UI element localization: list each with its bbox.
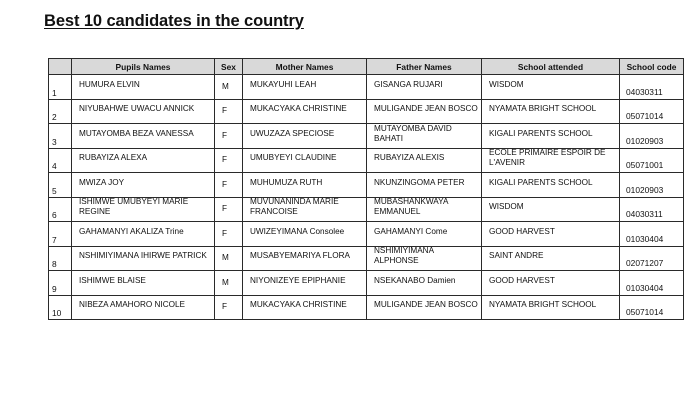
row-number: 7 [52,234,57,245]
father-name-cell [367,271,482,296]
pupil-name-cell [72,173,215,198]
father-name: MUBASHANKWAYA EMMANUEL [374,197,449,217]
school-code-cell [620,271,684,296]
pupil-name-cell [72,124,215,149]
father-name: GISANGA RUJARI [374,79,443,89]
sex: M [222,81,229,91]
page-title: Best 10 candidates in the country [44,12,304,30]
mother-name-cell [243,124,367,149]
sex: F [222,228,228,238]
mother-name-cell [243,99,367,124]
mother-name-cell [243,75,367,100]
mother-name-cell [243,197,367,222]
row-number-cell [49,124,72,149]
pupil-name: ISHIMWE BLAISE [79,275,146,285]
father-name: NKUNZINGOMA PETER [374,177,465,187]
sex: F [222,130,228,140]
sex-cell [215,197,243,222]
mother-name-cell [243,222,367,247]
school-code: 04030311 [626,86,663,97]
sex-cell [215,295,243,320]
father-name: MULIGANDE JEAN BOSCO [374,104,478,114]
pupil-name: MUTAYOMBA BEZA VANESSA [79,128,194,138]
school-attended: ECOLE PRIMAIRE ESPOIR DE L'AVENIR [489,148,606,168]
row-number-cell [49,173,72,198]
school-code: 01030404 [626,282,664,293]
school-code: 01030404 [626,233,664,244]
school-attended: NYAMATA BRIGHT SCHOOL [489,300,597,310]
school-attended-cell [482,99,620,124]
father-name: NSHIMIYIMANA ALPHONSE [374,246,434,266]
school-code-cell [620,99,684,124]
sex: F [222,179,228,189]
school-attended: KIGALI PARENTS SCHOOL [489,128,593,138]
pupil-name: RUBAYIZA ALEXA [79,153,148,163]
sex-cell [215,246,243,271]
row-number-cell [49,99,72,124]
row-number: 3 [52,136,57,147]
sex-cell [215,222,243,247]
row-number: 10 [52,308,62,318]
row-number-cell [49,222,72,247]
school-attended: WISDOM [489,202,524,212]
sex-cell [215,173,243,198]
candidates-table [48,58,684,320]
header-number [49,59,72,75]
mother-name: UMUBYEYI CLAUDINE [250,153,337,163]
row-number-cell [49,295,72,320]
father-name-cell [367,246,482,271]
header-school-code: School code [620,59,684,75]
header-pupils-names: Pupils Names [72,59,215,75]
table-row [49,173,684,198]
sex: M [222,253,229,263]
pupil-name: NIBEZA AMAHORO NICOLE [79,300,186,310]
school-code: 01020903 [626,184,664,195]
school-attended-cell [482,148,620,173]
pupil-name-cell [72,75,215,100]
father-name: MUTAYOMBA DAVID BAHATI [374,123,452,143]
school-code-cell [620,246,684,271]
father-name: NSEKANABO Damien [374,275,456,285]
sex: F [222,106,228,116]
row-number: 4 [52,161,57,171]
pupil-name: MWIZA JOY [79,177,125,187]
father-name: GAHAMANYI Come [374,226,448,236]
table-row [49,246,684,271]
sex: F [222,155,228,165]
table-row [49,222,684,247]
mother-name-cell [243,173,367,198]
pupil-name: GAHAMANYI AKALIZA Trine [79,226,184,236]
father-name-cell [367,99,482,124]
school-attended-cell [482,295,620,320]
row-number: 9 [52,283,57,294]
mother-name-cell [243,295,367,320]
header-row [49,59,684,75]
pupil-name-cell [72,246,215,271]
school-attended-cell [482,173,620,198]
father-name-cell [367,197,482,222]
table-row [49,271,684,296]
table-row [49,295,684,320]
mother-name: MUHUMUZA RUTH [250,177,323,187]
row-number-cell [49,197,72,222]
pupil-name-cell [72,197,215,222]
sex: M [222,277,229,287]
mother-name: NIYONIZEYE EPIPHANIE [250,275,346,285]
row-number: 8 [52,259,57,269]
school-attended: NYAMATA BRIGHT SCHOOL [489,104,597,114]
row-number: 5 [52,185,57,196]
school-attended: SAINT ANDRE [489,251,544,261]
school-attended-cell [482,222,620,247]
pupil-name: NIYUBAHWE UWACU ANNICK [79,104,195,114]
school-code-cell [620,148,684,173]
school-code-cell [620,222,684,247]
pupil-name-cell [72,99,215,124]
mother-name: MUVUNANINDA MARIE FRANCOISE [250,197,339,217]
school-attended-cell [482,246,620,271]
mother-name: MUKACYAKA CHRISTINE [250,104,347,114]
school-attended: GOOD HARVEST [489,275,555,285]
pupil-name-cell [72,295,215,320]
mother-name: UWIZEYIMANA Consolee [250,226,345,236]
table-body [49,75,684,320]
school-attended: WISDOM [489,79,524,89]
school-attended: GOOD HARVEST [489,226,555,236]
father-name-cell [367,148,482,173]
sex-cell [215,99,243,124]
school-attended-cell [482,271,620,296]
sex-cell [215,75,243,100]
pupil-name: ISHIMWE UMUBYEYI MARIE REGINE [79,197,189,217]
row-number: 1 [52,87,57,98]
row-number: 6 [52,210,57,220]
header-father-names: Father Names [367,59,482,75]
school-code: 01020903 [626,135,664,146]
father-name-cell [367,75,482,100]
header-mother-names: Mother Names [243,59,367,75]
table-row [49,148,684,173]
school-code-cell [620,197,684,222]
school-code: 02071207 [626,258,664,268]
school-code-cell [620,75,684,100]
school-attended: KIGALI PARENTS SCHOOL [489,177,593,187]
mother-name-cell [243,271,367,296]
row-number-cell [49,246,72,271]
pupil-name: HUMURA ELVIN [79,79,140,89]
father-name-cell [367,295,482,320]
sex-cell [215,271,243,296]
pupil-name-cell [72,271,215,296]
school-code: 05071014 [626,307,664,317]
table-row [49,124,684,149]
school-code: 05071014 [626,111,664,121]
mother-name-cell [243,148,367,173]
mother-name-cell [243,246,367,271]
table-row [49,75,684,100]
pupil-name-cell [72,222,215,247]
school-code: 04030311 [626,209,663,219]
school-code-cell [620,173,684,198]
sex: F [222,204,228,214]
sex-cell [215,124,243,149]
table-row [49,197,684,222]
header-sex: Sex [215,59,243,75]
row-number-cell [49,148,72,173]
school-attended-cell [482,75,620,100]
row-number: 2 [52,112,57,122]
father-name: RUBAYIZA ALEXIS [374,153,445,163]
row-number-cell [49,75,72,100]
header-school-attended: School attended [482,59,620,75]
school-code: 05071001 [626,160,664,170]
pupil-name: NSHIMIYIMANA IHIRWE PATRICK [79,251,207,261]
father-name-cell [367,124,482,149]
sex: F [222,302,228,312]
mother-name: UWUZAZA SPECIOSE [250,128,335,138]
school-attended-cell [482,124,620,149]
table-header [49,59,684,75]
table-row [49,99,684,124]
sex-cell [215,148,243,173]
school-code-cell [620,295,684,320]
mother-name: MUSABYEMARIYA FLORA [250,251,350,261]
father-name: MULIGANDE JEAN BOSCO [374,300,478,310]
pupil-name-cell [72,148,215,173]
row-number-cell [49,271,72,296]
school-code-cell [620,124,684,149]
father-name-cell [367,222,482,247]
school-attended-cell [482,197,620,222]
mother-name: MUKACYAKA CHRISTINE [250,300,347,310]
mother-name: MUKAYUHI LEAH [250,79,317,89]
father-name-cell [367,173,482,198]
